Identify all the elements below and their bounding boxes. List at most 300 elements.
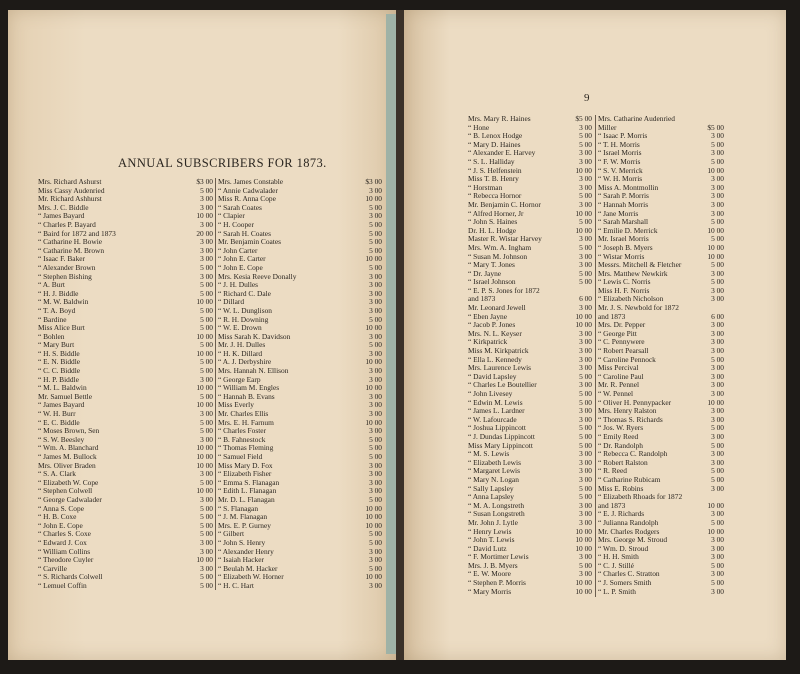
- subscriber-row: [38, 333, 213, 342]
- subscriber-name: “ Emilie D. Merrick: [598, 226, 658, 235]
- subscriber-row: [218, 530, 382, 539]
- subscriber-row: [598, 192, 724, 201]
- subscriber-name: “ E. N. Biddle: [38, 358, 81, 367]
- subscription-amount: 5 00: [579, 390, 592, 398]
- subscriber-row: [598, 295, 724, 304]
- subscriber-name: “ Sally Lapsley: [468, 484, 514, 493]
- subscriber-name: “ David Lutz: [468, 544, 507, 553]
- subscription-amount: $5 00: [707, 123, 724, 132]
- subscription-amount: 3 00: [579, 175, 592, 184]
- subscriber-name: “ Susan M. Johnson: [468, 252, 528, 261]
- subscriber-row: [218, 341, 382, 350]
- subscriber-row: [218, 358, 382, 367]
- subscription-amount: 5 00: [711, 579, 724, 588]
- subscription-amount: [702, 304, 724, 313]
- subscriber-row: [218, 212, 382, 221]
- page-title: ANNUAL SUBSCRIBERS FOR 1873.: [118, 156, 327, 170]
- subscriber-name: Mrs. E. P. Gurney: [218, 521, 271, 530]
- subscription-amount: 5 00: [200, 324, 213, 333]
- subscriber-name: “ Theodore Cuyler: [38, 556, 94, 565]
- subscriber-row: [468, 270, 592, 279]
- subscriber-name: “ Samuel Field: [218, 453, 263, 461]
- subscription-amount: 5 00: [369, 564, 382, 573]
- subscription-amount: [570, 287, 592, 296]
- subscriber-name: Mr. Leonard Jewell: [468, 304, 526, 313]
- subscription-amount: 3 00: [711, 175, 724, 184]
- subscriber-name: Mr. J. H. Dulles: [218, 341, 266, 350]
- subscriber-name: “ T. A. Boyd: [38, 306, 76, 315]
- subscription-amount: 3 00: [369, 410, 382, 419]
- subscriber-name: “ R. Reed: [598, 467, 627, 476]
- subscription-amount: 3 00: [579, 415, 592, 424]
- subscription-amount: 3 00: [711, 587, 724, 596]
- subscription-amount: 3 00: [369, 547, 382, 556]
- subscriber-name: “ Sarah Marshall: [598, 218, 649, 227]
- subscription-amount: 10 00: [196, 453, 213, 461]
- subscriber-row: [598, 493, 724, 502]
- subscriber-name: “ John S. Haines: [468, 218, 518, 227]
- subscriber-name: “ E. C. Biddle: [38, 418, 80, 427]
- subscriber-row: [38, 453, 213, 462]
- subscription-amount: 3 00: [711, 432, 724, 441]
- subscriber-row: [468, 227, 592, 236]
- subscriber-name: “ C. Pennywere: [598, 338, 645, 347]
- subscriber-name: “ Kirkpatrick: [468, 338, 508, 347]
- subscriber-name: “ John E. Cope: [38, 521, 83, 530]
- subscriber-row: [598, 459, 724, 468]
- subscriber-name: “ Mary D. Haines: [468, 140, 521, 149]
- subscriber-name: “ Alexander Brown: [38, 263, 96, 272]
- subscriber-row: [468, 295, 592, 304]
- subscriber-row: [598, 124, 724, 133]
- subscription-amount: 10 00: [365, 504, 382, 513]
- subscription-amount: 10 00: [196, 444, 213, 453]
- subscriber-name: Mrs. Matthew Newkirk: [598, 269, 668, 278]
- subscriber-row: [598, 528, 724, 537]
- subscriber-name: “ S. L. Halliday: [468, 157, 515, 166]
- subscription-amount: 5 00: [711, 518, 724, 527]
- subscription-amount: 10 00: [196, 384, 213, 393]
- subscriber-name: Miss T. B. Henry: [468, 175, 519, 184]
- subscriber-name: Miss R. Anna Cope: [218, 195, 276, 204]
- subscriber-name: Mrs. George M. Stroud: [598, 536, 668, 545]
- subscriber-name: “ S. V. Merrick: [598, 166, 643, 175]
- subscriber-row: [468, 381, 592, 390]
- subscriber-name: “ Lemuel Coffin: [38, 581, 87, 590]
- subscription-amount: 3 00: [369, 367, 382, 376]
- subscriber-row: [468, 579, 592, 588]
- subscriber-name: “ Joseph B. Myers: [598, 243, 653, 252]
- subscriber-name: “ J. H. Dulles: [218, 281, 259, 290]
- subscription-amount: 5 00: [579, 243, 592, 252]
- subscriber-name: “ Charles Foster: [218, 427, 267, 436]
- subscriber-name: “ Mary Morris: [468, 587, 512, 596]
- subscription-amount: 5 00: [200, 263, 213, 272]
- subscription-amount: 3 00: [369, 401, 382, 410]
- subscriber-row: [598, 356, 724, 365]
- subscription-amount: 3 00: [369, 281, 382, 290]
- subscriber-row: [218, 436, 382, 445]
- subscription-amount: 10 00: [575, 226, 592, 235]
- subscriber-name: “ H. B. Coxe: [38, 513, 77, 522]
- subscriber-row: [468, 321, 592, 330]
- subscription-amount: 5 00: [200, 392, 213, 401]
- subscription-amount: 5 00: [369, 238, 382, 247]
- subscriber-name: “ Isaac F. Baker: [38, 255, 86, 264]
- subscription-amount: 5 00: [200, 418, 213, 427]
- subscription-amount: 3 00: [579, 235, 592, 244]
- subscriber-name: Mrs. Kesia Reeve Donally: [218, 272, 297, 281]
- subscription-amount: 3 00: [711, 200, 724, 209]
- subscriber-name: “ T. H. Morris: [598, 140, 640, 149]
- subscriber-row: [218, 548, 382, 557]
- subscriber-row: [218, 393, 382, 402]
- subscription-amount: 3 00: [369, 581, 382, 590]
- subscriber-row: [38, 264, 213, 273]
- subscriber-row: [218, 479, 382, 488]
- subscriber-name: “ Charles C. Stratton: [598, 570, 660, 579]
- subscriber-row: [468, 158, 592, 167]
- subscriber-name: “ James Bayard: [38, 401, 85, 410]
- subscriber-row: [38, 255, 213, 264]
- subscription-amount: 5 00: [579, 278, 592, 287]
- subscriber-name: Miss Sarah K. Davidson: [218, 332, 291, 341]
- subscription-amount: 5 00: [711, 261, 724, 270]
- subscriber-row: [598, 416, 724, 425]
- subscription-amount: 10 00: [196, 461, 213, 470]
- subscriber-row: [468, 115, 592, 124]
- subscriber-name: “ Beulah M. Hacker: [218, 564, 278, 573]
- subscription-amount: 5 00: [369, 530, 382, 539]
- subscription-amount: 3 00: [200, 547, 213, 556]
- subscriber-row: [38, 358, 213, 367]
- subscriber-name: “ H. P. Biddle: [38, 375, 79, 384]
- subscriber-name: “ William M. Engles: [218, 384, 280, 393]
- subscription-amount: 10 00: [707, 527, 724, 536]
- subscriber-name: “ Caroline Paul: [598, 372, 644, 381]
- subscription-amount: 3 00: [579, 510, 592, 519]
- subscriber-row: [598, 373, 724, 382]
- subscriber-row: [598, 321, 724, 330]
- subscriber-name: Miss Cassy Audenried: [38, 186, 105, 195]
- subscriber-name: Mr. R. Pennel: [598, 381, 640, 390]
- subscription-amount: 3 00: [579, 570, 592, 579]
- subscriber-column-2: [218, 178, 382, 591]
- subscriber-name: Mrs. J. B. Myers: [468, 561, 518, 570]
- subscription-amount: 10 00: [575, 579, 592, 588]
- subscription-amount: 3 00: [369, 289, 382, 298]
- subscriber-row: [38, 548, 213, 557]
- subscriber-row: [468, 124, 592, 133]
- subscription-amount: 5 00: [711, 235, 724, 244]
- subscription-amount: 10 00: [575, 312, 592, 321]
- subscriber-row: [38, 230, 213, 239]
- subscriber-row: [218, 350, 382, 359]
- subscriber-name: Mr. Benjamin Coates: [218, 238, 282, 247]
- subscription-amount: 3 00: [369, 487, 382, 496]
- subscriber-name: “ Julianna Randolph: [598, 518, 659, 527]
- subscriber-name: “ Hannah B. Evans: [218, 392, 275, 401]
- subscriber-row: [468, 304, 592, 313]
- subscription-amount: 3 00: [369, 272, 382, 281]
- subscriber-row: [468, 519, 592, 528]
- subscriber-name: “ Wistar Morris: [598, 252, 645, 261]
- subscriber-row: [468, 330, 592, 339]
- subscriber-name: “ Rebecca C. Randolph: [598, 450, 668, 459]
- subscriber-row: [38, 290, 213, 299]
- subscription-amount: 10 00: [196, 298, 213, 307]
- subscription-amount: 3 00: [369, 306, 382, 315]
- subscriber-name: “ H. Cooper: [218, 220, 254, 229]
- subscriber-name: “ Sarah Coates: [218, 203, 262, 212]
- subscriber-name: Mrs. Oliver Braden: [38, 461, 96, 470]
- subscription-amount: 3 00: [711, 450, 724, 459]
- subscriber-row: [218, 401, 382, 410]
- subscriber-name: “ B. Fahnestock: [218, 435, 266, 444]
- subscription-amount: 10 00: [196, 487, 213, 496]
- subscription-amount: 3 00: [369, 186, 382, 195]
- subscriber-name: Mrs. Laurence Lewis: [468, 364, 532, 373]
- subscriber-name: “ Hannah Morris: [598, 200, 649, 209]
- subscriber-row: [598, 115, 724, 124]
- subscriber-name: “ E. J. Richards: [598, 510, 645, 519]
- subscriber-row: [598, 510, 724, 519]
- subscriber-row: [598, 184, 724, 193]
- subscription-amount: 5 00: [711, 278, 724, 287]
- subscriber-name: “ George Pitt: [598, 329, 637, 338]
- subscriber-name: Miss E. Robins: [598, 484, 644, 493]
- subscriber-name: “ H. H. Smith: [598, 553, 639, 562]
- subscription-amount: 3 00: [200, 272, 213, 281]
- subscription-amount: 5 00: [200, 281, 213, 290]
- subscription-amount: 3 00: [200, 375, 213, 384]
- subscriber-row: [598, 545, 724, 554]
- subscription-amount: 3 00: [711, 329, 724, 338]
- subscriber-row: [598, 347, 724, 356]
- subscriber-name: “ George Earp: [218, 375, 261, 384]
- subscriber-row: [38, 367, 213, 376]
- subscriber-row: [218, 290, 382, 299]
- subscription-amount: 5 00: [200, 289, 213, 298]
- subscription-amount: 5 00: [369, 435, 382, 444]
- subscriber-name: “ M. A. Longstreth: [468, 501, 525, 510]
- subscriber-row: [598, 253, 724, 262]
- subscriber-row: [38, 393, 213, 402]
- subscriber-row: [218, 204, 382, 213]
- subscriber-row: [468, 510, 592, 519]
- subscriber-name: “ H. C. Hart: [218, 581, 254, 590]
- subscription-amount: 3 00: [711, 295, 724, 304]
- subscription-amount: 10 00: [196, 556, 213, 565]
- subscriber-row: [38, 462, 213, 471]
- subscriber-row: [468, 167, 592, 176]
- subscriber-row: [218, 247, 382, 256]
- subscriber-row: [468, 244, 592, 253]
- subscription-amount: 3 00: [711, 347, 724, 356]
- subscription-amount: 5 00: [579, 424, 592, 433]
- subscription-amount: 3 00: [579, 123, 592, 132]
- subscriber-name: “ Rebecca Hornor: [468, 192, 522, 201]
- subscriber-row: [218, 496, 382, 505]
- subscriber-name: Miss Percival: [598, 364, 639, 373]
- subscriber-name: Mrs. N. L. Keyser: [468, 329, 522, 338]
- subscriber-name: “ S. W. Beesley: [38, 435, 85, 444]
- subscription-amount: 5 00: [711, 561, 724, 570]
- subscription-amount: 3 00: [369, 375, 382, 384]
- subscriber-name: “ Edith L. Flanagan: [218, 487, 277, 496]
- subscription-amount: 3 00: [711, 544, 724, 553]
- subscription-amount: 3 00: [200, 203, 213, 212]
- subscriber-name: “ W. Pennel: [598, 390, 634, 398]
- subscriber-row: [218, 513, 382, 522]
- subscriber-name: “ Dr. Randolph: [598, 441, 643, 450]
- subscriber-name: “ E. W. Moore: [468, 570, 511, 579]
- subscriber-name: “ Joshua Lippincott: [468, 424, 526, 433]
- subscription-amount: 3 00: [579, 200, 592, 209]
- subscription-amount: 3 00: [579, 329, 592, 338]
- subscriber-name: “ W. E. Drown: [218, 324, 262, 333]
- subscriber-row: [468, 287, 592, 296]
- subscription-amount: 3 00: [369, 470, 382, 479]
- subscriber-name: Miss M. Kirkpatrick: [468, 347, 529, 356]
- subscription-amount: 10 00: [365, 513, 382, 522]
- subscriber-row: [468, 536, 592, 545]
- subscriber-row: [468, 493, 592, 502]
- subscriber-name: “ F. W. Morris: [598, 157, 641, 166]
- subscriber-name: “ M. L. Baldwin: [38, 384, 87, 393]
- subscription-amount: 3 00: [579, 407, 592, 416]
- subscriber-row: [598, 287, 724, 296]
- subscriber-row: [218, 333, 382, 342]
- subscription-amount: 10 00: [707, 243, 724, 252]
- subscriber-row: [598, 485, 724, 494]
- subscriber-name: “ Isaiah Hacker: [218, 556, 264, 565]
- subscriber-row: [598, 227, 724, 236]
- subscription-amount: 5 00: [579, 441, 592, 450]
- subscription-amount: 5 00: [369, 263, 382, 272]
- subscriber-name: “ W. H. Burr: [38, 410, 76, 419]
- subscriber-row: [38, 444, 213, 453]
- subscription-amount: 10 00: [575, 536, 592, 545]
- subscriber-row: [38, 530, 213, 539]
- subscriber-row: [38, 212, 213, 221]
- subscription-amount: 5 00: [711, 467, 724, 476]
- subscriber-name: “ Susan Longstreth: [468, 510, 525, 519]
- subscription-amount: 10 00: [575, 527, 592, 536]
- subscription-amount: 5 00: [579, 493, 592, 502]
- subscriber-name: “ H. J. Biddle: [38, 289, 79, 298]
- subscriber-row: [38, 539, 213, 548]
- subscriber-row: [598, 364, 724, 373]
- subscriber-row: [38, 341, 213, 350]
- subscriber-name: “ Henry Lewis: [468, 527, 512, 536]
- subscription-amount: 5 00: [200, 513, 213, 522]
- subscriber-row: [218, 384, 382, 393]
- subscriber-row: [218, 367, 382, 376]
- subscriber-name: “ Robert Ralston: [598, 458, 648, 467]
- subscriber-row: [218, 427, 382, 436]
- subscriber-row: [598, 399, 724, 408]
- subscriber-name: “ A. J. Derbyshire: [218, 358, 272, 367]
- subscriber-name: Mr. D. L. Flanagan: [218, 495, 275, 504]
- subscription-amount: 3 00: [369, 212, 382, 221]
- subscription-amount: 5 00: [711, 424, 724, 433]
- subscriber-row: [598, 424, 724, 433]
- subscriber-name: Master R. Wistar Harvey: [468, 235, 542, 244]
- subscriber-column-4: [598, 115, 724, 596]
- subscriber-name: “ John S. Henry: [218, 538, 266, 547]
- subscriber-name: Mrs. Henry Ralston: [598, 407, 657, 416]
- subscription-amount: 5 00: [711, 355, 724, 364]
- subscriber-row: [218, 582, 382, 591]
- subscription-amount: 5 00: [200, 521, 213, 530]
- page-number: 9: [584, 92, 590, 104]
- subscriber-row: [218, 307, 382, 316]
- subscriber-name: “ H. S. Biddle: [38, 349, 80, 358]
- subscriber-name: “ David Lapsley: [468, 372, 517, 381]
- subscription-amount: 3 00: [711, 390, 724, 398]
- subscriber-name: “ Alexander Henry: [218, 547, 274, 556]
- subscriber-row: [38, 281, 213, 290]
- subscriber-row: [38, 273, 213, 282]
- subscription-amount: 3 00: [711, 536, 724, 545]
- subscriber-name: “ Oliver H. Pennypacker: [598, 398, 672, 407]
- subscriber-row: [38, 298, 213, 307]
- subscription-amount: 10 00: [575, 209, 592, 218]
- subscriber-name: Mr. Richard Ashhurst: [38, 195, 102, 204]
- subscription-amount: 3 00: [711, 407, 724, 416]
- subscription-amount: 5 00: [200, 478, 213, 487]
- subscription-amount: 10 00: [365, 255, 382, 264]
- subscriber-row: [598, 175, 724, 184]
- subscriber-name: “ Dr. Jayne: [468, 269, 502, 278]
- subscriber-row: [598, 450, 724, 459]
- subscriber-row: [598, 270, 724, 279]
- subscriber-name: “ Elizabeth W. Cope: [38, 478, 99, 487]
- subscription-amount: 3 00: [200, 246, 213, 255]
- subscription-amount: 3 00: [579, 553, 592, 562]
- subscription-amount: 3 00: [200, 220, 213, 229]
- subscription-amount: 5 00: [711, 218, 724, 227]
- subscriber-name: “ C. C. Biddle: [38, 367, 81, 376]
- subscriber-name: Mrs. Mary R. Haines: [468, 115, 531, 123]
- subscription-amount: 3 00: [711, 372, 724, 381]
- subscription-amount: 10 00: [365, 573, 382, 582]
- subscriber-name: “ Emma S. Flanagan: [218, 478, 280, 487]
- subscription-amount: 3 00: [711, 553, 724, 562]
- subscriber-name: “ W. Lafourcade: [468, 415, 517, 424]
- subscriber-name: Mrs. Catharine Audenried: [598, 115, 675, 123]
- subscription-amount: 5 00: [369, 495, 382, 504]
- subscription-amount: 5 00: [200, 573, 213, 582]
- subscriber-name: “ S. A. Clark: [38, 470, 76, 479]
- subscriber-name: “ Moses Brown, Sen: [38, 427, 100, 436]
- subscriber-name: Mr. J. S. Newbold for 1872: [598, 304, 679, 313]
- subscriber-name: and 1873: [598, 312, 626, 321]
- subscription-amount: 5 00: [711, 475, 724, 484]
- subscriber-row: [218, 187, 382, 196]
- subscription-amount: 3 00: [369, 392, 382, 401]
- subscription-amount: 3 00: [579, 518, 592, 527]
- subscriber-row: [218, 298, 382, 307]
- subscriber-name: “ James Bayard: [38, 212, 85, 221]
- subscriber-name: “ John Livesey: [468, 390, 513, 398]
- subscription-amount: 3 00: [711, 338, 724, 347]
- subscriber-row: [218, 324, 382, 333]
- subscriber-name: “ John E. Carter: [218, 255, 266, 264]
- subscriber-row: [468, 588, 592, 597]
- subscriber-row: [598, 467, 724, 476]
